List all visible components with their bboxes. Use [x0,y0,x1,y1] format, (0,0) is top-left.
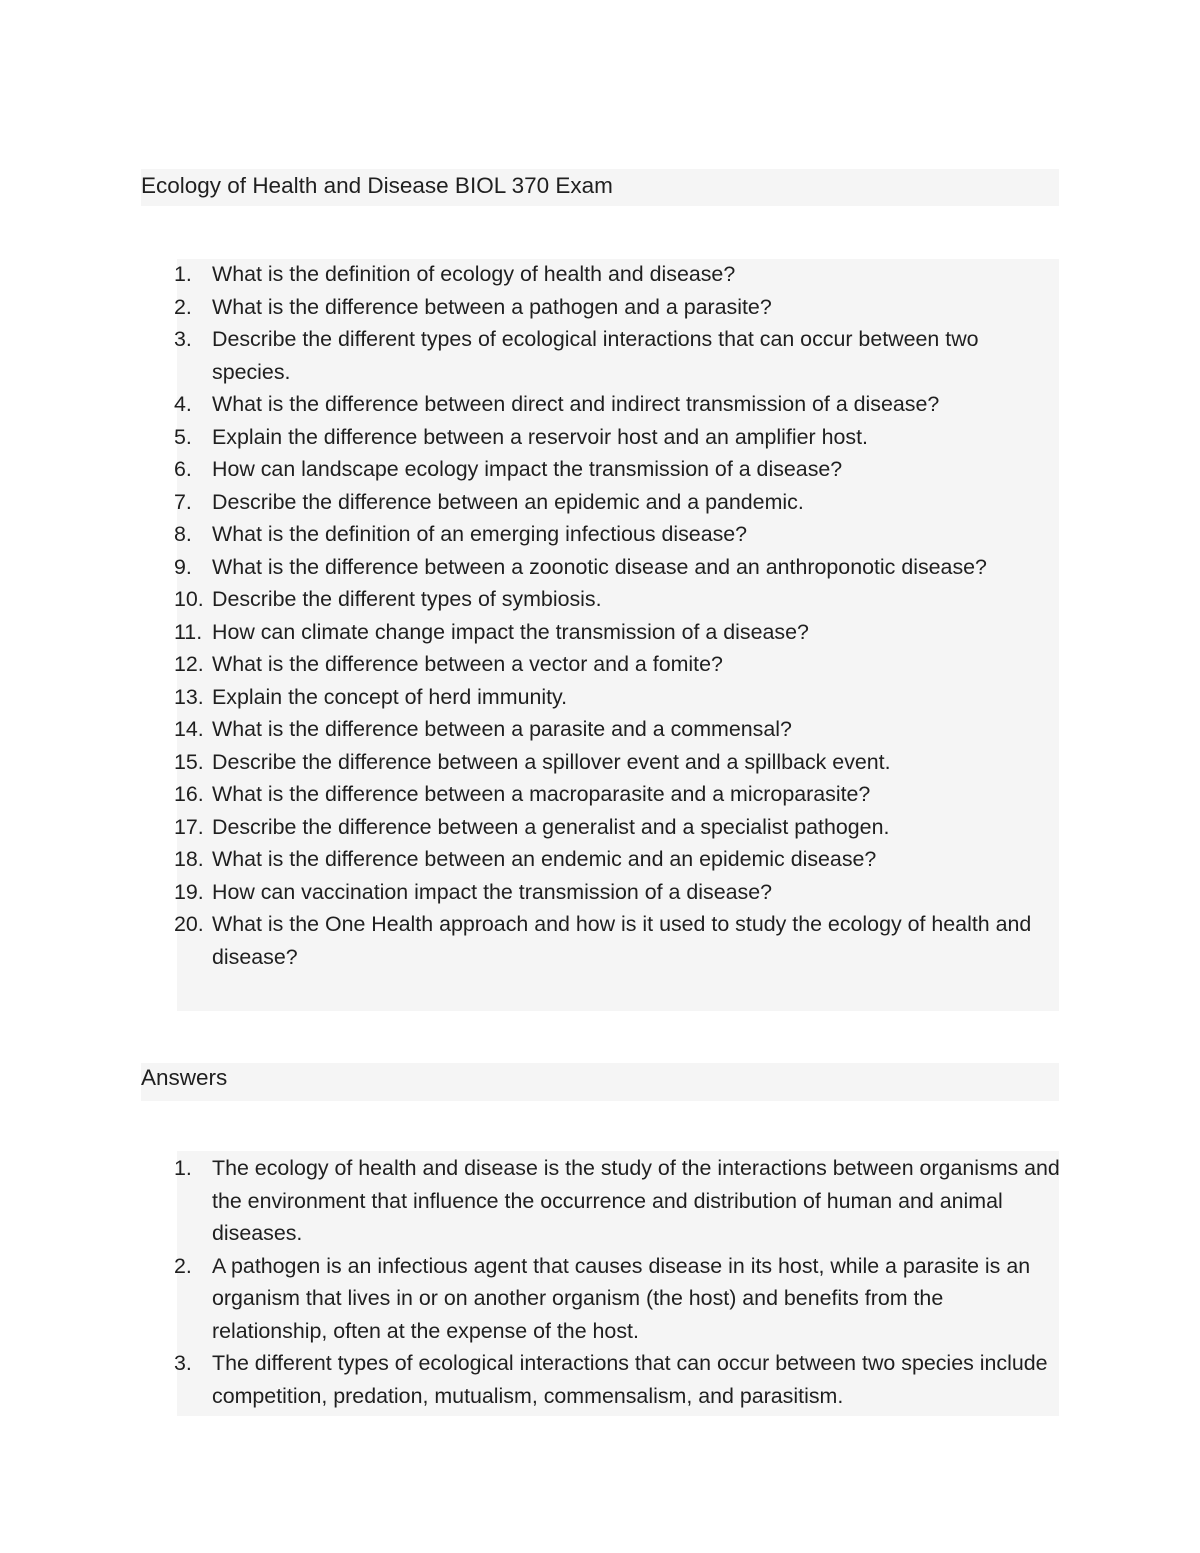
question-item-text: What is the difference between a pathogen and a parasite? [212,294,772,319]
question-item [0,291,1062,324]
question-item-text: Explain the difference between a reservoir host and an amplifier host. [212,424,868,449]
question-item [0,843,1062,876]
question-item [0,583,1062,616]
question-item [0,681,1062,714]
question-item-text: What is the difference between a vector and a fomite? [212,652,723,676]
answer-item-number: 2. [174,1253,192,1278]
question-item [0,713,1062,746]
question-item-text: Explain the concept of herd immunity. [212,684,568,709]
question-item-number: 4. [174,392,192,416]
question-item [0,811,1062,844]
question-item-number: 17. [174,814,204,839]
question-item [0,421,1062,454]
answers-list [0,1152,1200,1412]
question-item [0,908,1062,973]
question-item-number: 9. [174,554,192,579]
question-item-text: What is the difference between an endemic and an epidemic disease? [212,847,877,871]
question-item [0,518,1062,551]
answer-item-number: 3. [174,1351,192,1375]
question-item-text: How can vaccination impact the transmission of a disease? [212,879,773,904]
question-item [0,258,1062,291]
question-item-text: What is the definition of an emerging infectious disease? [212,522,748,546]
question-item-text: What is the difference between a macroparasite and a microparasite? [212,782,871,806]
answers-heading-highlight [141,1063,1059,1101]
answer-item [0,1250,1062,1348]
question-item-number: 5. [174,424,192,449]
question-item [0,323,1062,388]
question-item-text: What is the One Health approach and how is it used to study the ecology of health and disease? [212,912,1032,969]
question-item-number: 20. [174,912,204,936]
answer-item [0,1347,1062,1412]
question-item-number: 18. [174,847,204,871]
answer-item-text: A pathogen is an infectious agent that causes disease in its host, while a parasite is an organism that lives in or on another organism (the host) and benefits from the relationship, often at the expense of the host. [212,1253,1031,1343]
question-item-number: 10. [174,587,204,611]
answer-item-number: 1. [174,1156,192,1180]
question-item [0,876,1062,909]
question-item-number: 12. [174,652,204,676]
question-item-text: Describe the difference between an epidemic and a pandemic. [212,489,804,514]
question-item-text: What is the definition of ecology of health and disease? [212,262,736,286]
question-item [0,648,1062,681]
question-item-text: Describe the difference between a spillover event and a spillback event. [212,749,891,774]
question-item-number: 3. [174,327,192,351]
question-item [0,551,1062,584]
question-item [0,746,1062,779]
answer-item-text: The ecology of health and disease is the study of the interactions between organisms and the environment that influence the occurrence and distribution of human and animal diseases. [212,1156,1060,1245]
question-item-text: What is the difference between a parasite and a commensal? [212,717,792,741]
question-item-number: 1. [174,262,192,286]
question-item-number: 16. [174,782,204,806]
question-item [0,388,1062,421]
question-item-number: 2. [174,294,192,319]
question-item [0,453,1062,486]
answer-item [0,1152,1062,1250]
question-item-text: What is the difference between direct and indirect transmission of a disease? [212,392,940,416]
question-item-number: 11. [174,619,203,644]
question-item-text: How can landscape ecology impact the transmission of a disease? [212,457,843,481]
document-title: Ecology of Health and Disease BIOL 370 Exam [141,173,613,198]
question-item-number: 19. [174,879,204,904]
question-item-number: 14. [174,717,204,741]
question-item-text: Describe the difference between a generalist and a specialist pathogen. [212,814,890,839]
question-item-number: 7. [174,489,192,514]
question-item [0,486,1062,519]
question-item-text: What is the difference between a zoonotic disease and an anthroponotic disease? [212,554,987,579]
question-item-number: 8. [174,522,192,546]
question-item-text: How can climate change impact the transmission of a disease? [212,619,809,644]
question-item [0,778,1062,811]
questions-list [0,258,1200,973]
answer-item-text: The different types of ecological interactions that can occur between two species include competition, predation, mutualism, commensalism, and parasitism. [212,1351,1048,1408]
question-item-number: 6. [174,457,192,481]
question-item [0,616,1062,649]
question-item-text: Describe the different types of symbiosis. [212,587,602,611]
answers-heading: Answers [141,1065,228,1090]
question-item-number: 15. [174,749,204,774]
question-item-text: Describe the different types of ecological interactions that can occur between two species. [212,327,979,384]
question-item-number: 13. [174,684,204,709]
